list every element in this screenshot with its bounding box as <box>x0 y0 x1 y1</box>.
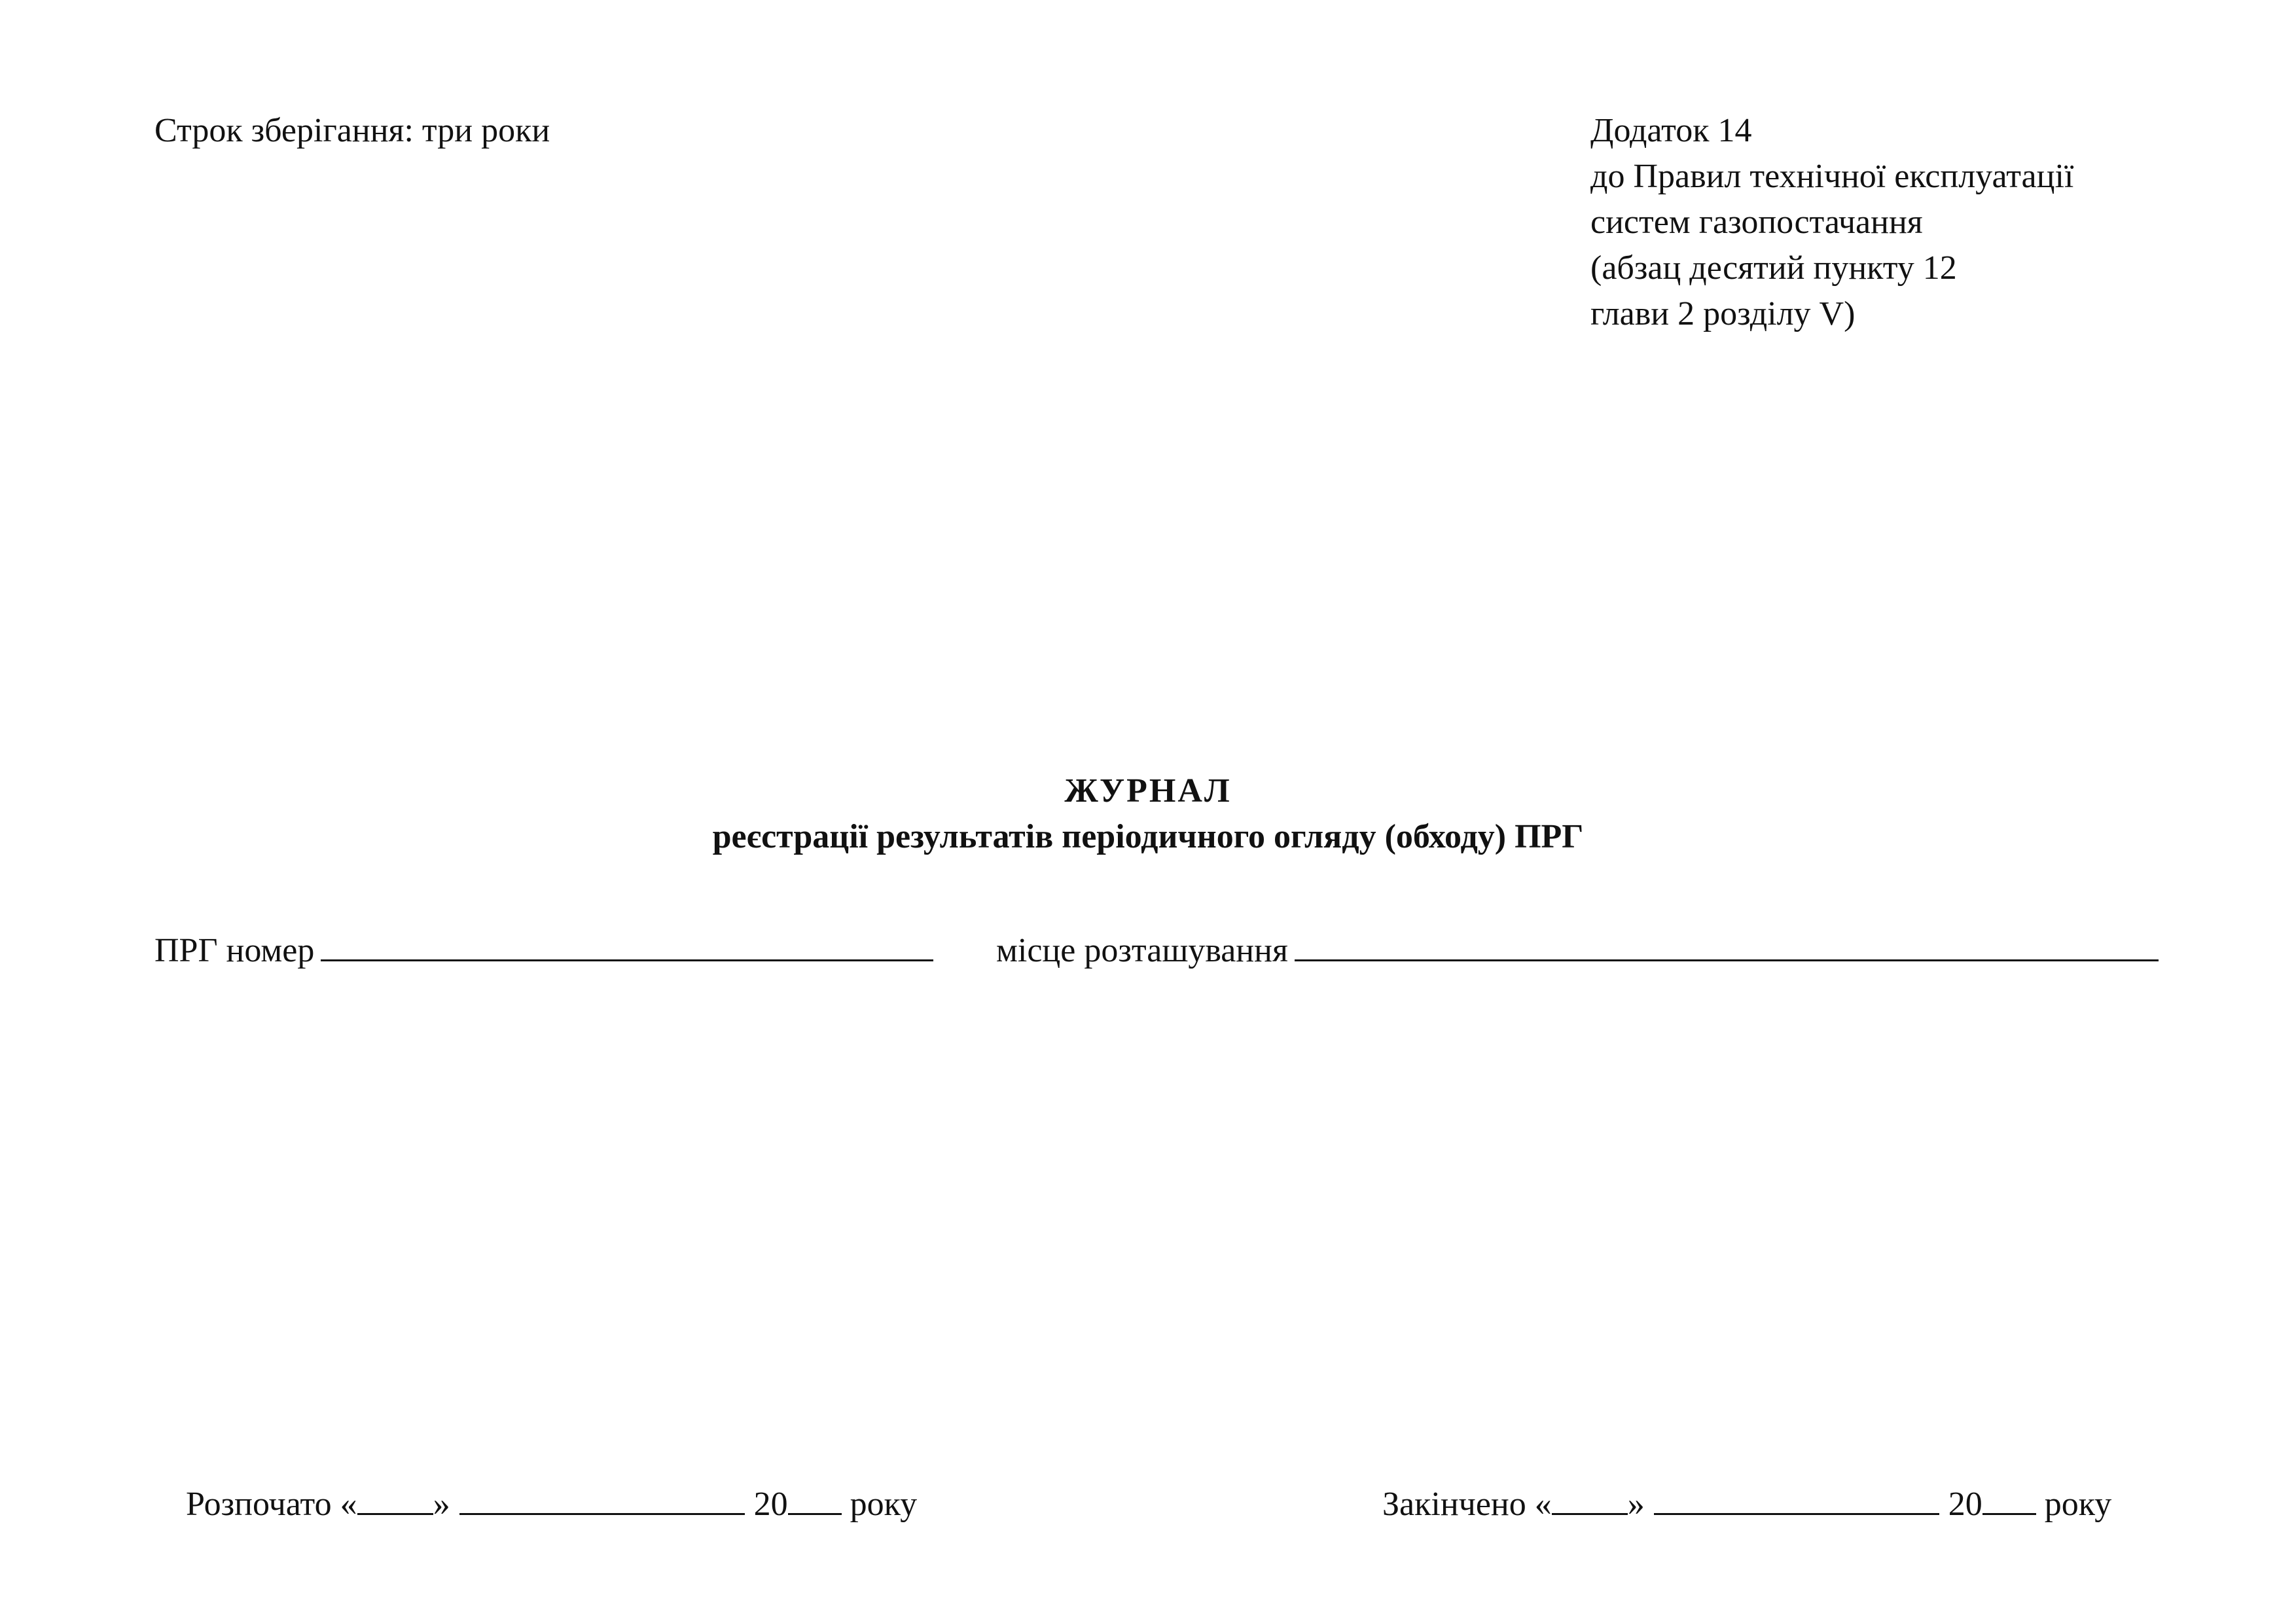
title-subtitle: реєстрації результатів періодичного огляду (обходу) ПРГ <box>712 818 1584 855</box>
appendix-line: Додаток 14 <box>1590 112 1752 149</box>
appendix-reference <box>1590 108 2073 337</box>
year-word: року <box>2044 1486 2112 1523</box>
storage-term: Строк зберігання: три роки <box>154 112 550 149</box>
appendix-line: до Правил технічної експлуатації <box>1590 158 2074 195</box>
start-month-blank[interactable] <box>459 1480 745 1515</box>
start-date-row <box>186 1480 917 1527</box>
end-date-label: Закінчено <box>1382 1486 1526 1523</box>
start-date-label: Розпочато <box>186 1486 332 1523</box>
appendix-line: глави 2 розділу V) <box>1590 295 1856 332</box>
year-word: року <box>850 1486 918 1523</box>
document-title <box>0 768 2296 860</box>
start-day-blank[interactable] <box>357 1480 433 1515</box>
location-label: місце розташування <box>996 932 1288 969</box>
end-year-blank[interactable] <box>1982 1480 2036 1515</box>
prg-number-label: ПРГ номер <box>154 932 315 969</box>
start-year-blank[interactable] <box>788 1480 842 1515</box>
open-quote: « <box>1534 1486 1552 1523</box>
end-month-blank[interactable] <box>1654 1480 1939 1515</box>
appendix-line: систем газопостачання <box>1590 204 1923 241</box>
open-quote: « <box>340 1486 357 1523</box>
location-field <box>996 927 2159 974</box>
location-blank[interactable] <box>1295 927 2159 961</box>
appendix-line: (абзац десятий пункту 12 <box>1590 249 1957 287</box>
century-prefix: 20 <box>753 1486 788 1523</box>
close-quote: » <box>1627 1486 1645 1523</box>
prg-number-blank[interactable] <box>321 927 933 961</box>
close-quote: » <box>433 1486 450 1523</box>
end-day-blank[interactable] <box>1552 1480 1628 1515</box>
end-date-row <box>1382 1480 2111 1527</box>
century-prefix: 20 <box>1948 1486 1982 1523</box>
title-main: ЖУРНАЛ <box>1064 772 1232 810</box>
prg-number-field <box>154 927 933 974</box>
